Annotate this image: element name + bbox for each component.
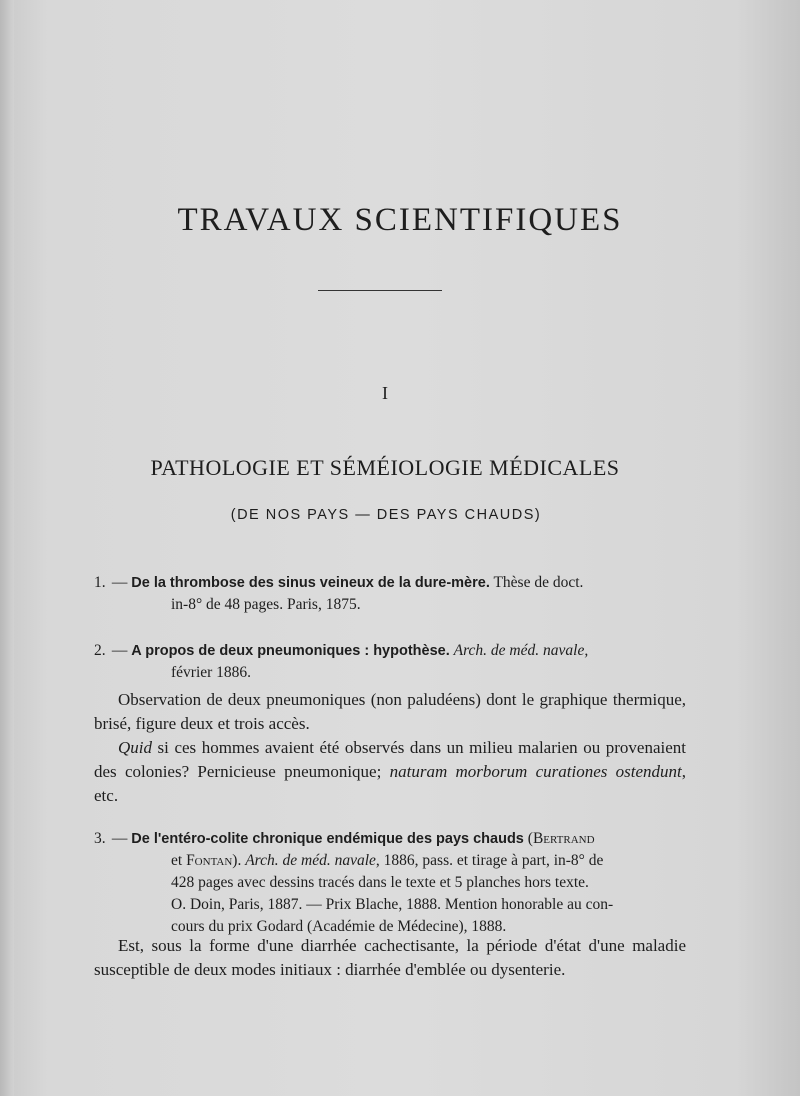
- entry-3: [94, 828, 684, 938]
- title-divider: [318, 290, 442, 291]
- latin-phrase: naturam morborum curationes ostendunt: [389, 762, 682, 781]
- paragraph-quid-end: , etc.: [94, 762, 687, 805]
- entry-number: 2.: [94, 642, 106, 659]
- entry-dash: —: [108, 830, 132, 847]
- entry-details-line: [94, 850, 684, 872]
- entry-details: Thèse de doct.: [489, 574, 584, 591]
- entry-details-line: février 1886.: [171, 664, 252, 681]
- entry-text: ).: [232, 852, 246, 869]
- section-number: I: [382, 383, 388, 403]
- entry-details-line: 428 pages avec dessins tracés dans le texte et 5 planches hors texte.: [171, 874, 589, 891]
- entry-1: [94, 572, 684, 616]
- entry-authors-open: (: [523, 830, 533, 847]
- section-subtitle: (DE NOS PAYS — DES PAYS CHAUDS): [230, 507, 542, 523]
- entry-text: et: [171, 852, 187, 869]
- author-name: Fontan: [186, 852, 233, 869]
- entry-dash: —: [108, 574, 132, 591]
- entry-text: , 1886, pass. et tirage à part, in-8° de: [375, 852, 604, 869]
- entry-details-line: in-8° de 48 pages. Paris, 1875.: [171, 596, 361, 613]
- quid-word: Quid: [118, 738, 152, 757]
- paragraph-quid: [94, 736, 686, 808]
- entry-number: 1.: [94, 574, 106, 591]
- entry-title: De l'entéro-colite chronique endémique des pays chauds: [131, 831, 524, 847]
- entry-number: 3.: [94, 830, 106, 847]
- entry-2: [94, 640, 684, 684]
- paragraph-quid-text: si ces hommes avaient été observés dans un milieu malarien ou provenaient des colonies? Pernicieuse pneumonique;: [94, 738, 686, 781]
- entry-journal: Arch. de méd. navale: [245, 852, 376, 869]
- entry-journal: Arch. de méd. navale,: [453, 642, 589, 659]
- author-name: Bertrand: [532, 830, 595, 847]
- paragraph-observation: Observation de deux pneumoniques (non paludéens) dont le graphique thermique, brisé, figure deux et trois accès.: [94, 690, 686, 733]
- paragraph-diarrhee: Est, sous la forme d'une diarrhée cachectisante, la période d'état d'une maladie susceptible de deux modes initiaux : diarrhée d'emblée ou dysenterie.: [94, 936, 686, 979]
- entry-details-line: cours du prix Godard (Académie de Médecine), 1888.: [171, 918, 507, 935]
- page-edge-shadow: [0, 0, 14, 1096]
- entry-details-line: O. Doin, Paris, 1887. — Prix Blache, 1888. Mention honorable au con-: [171, 896, 614, 913]
- entry-title: A propos de deux pneumoniques : hypothèse.: [131, 643, 450, 659]
- page-title: TRAVAUX SCIENTIFIQUES: [177, 202, 623, 238]
- entry-title: De la thrombose des sinus veineux de la dure-mère.: [131, 575, 490, 591]
- section-title: PATHOLOGIE ET SÉMÉIOLOGIE MÉDICALES: [150, 455, 620, 480]
- entry-dash: —: [108, 642, 132, 659]
